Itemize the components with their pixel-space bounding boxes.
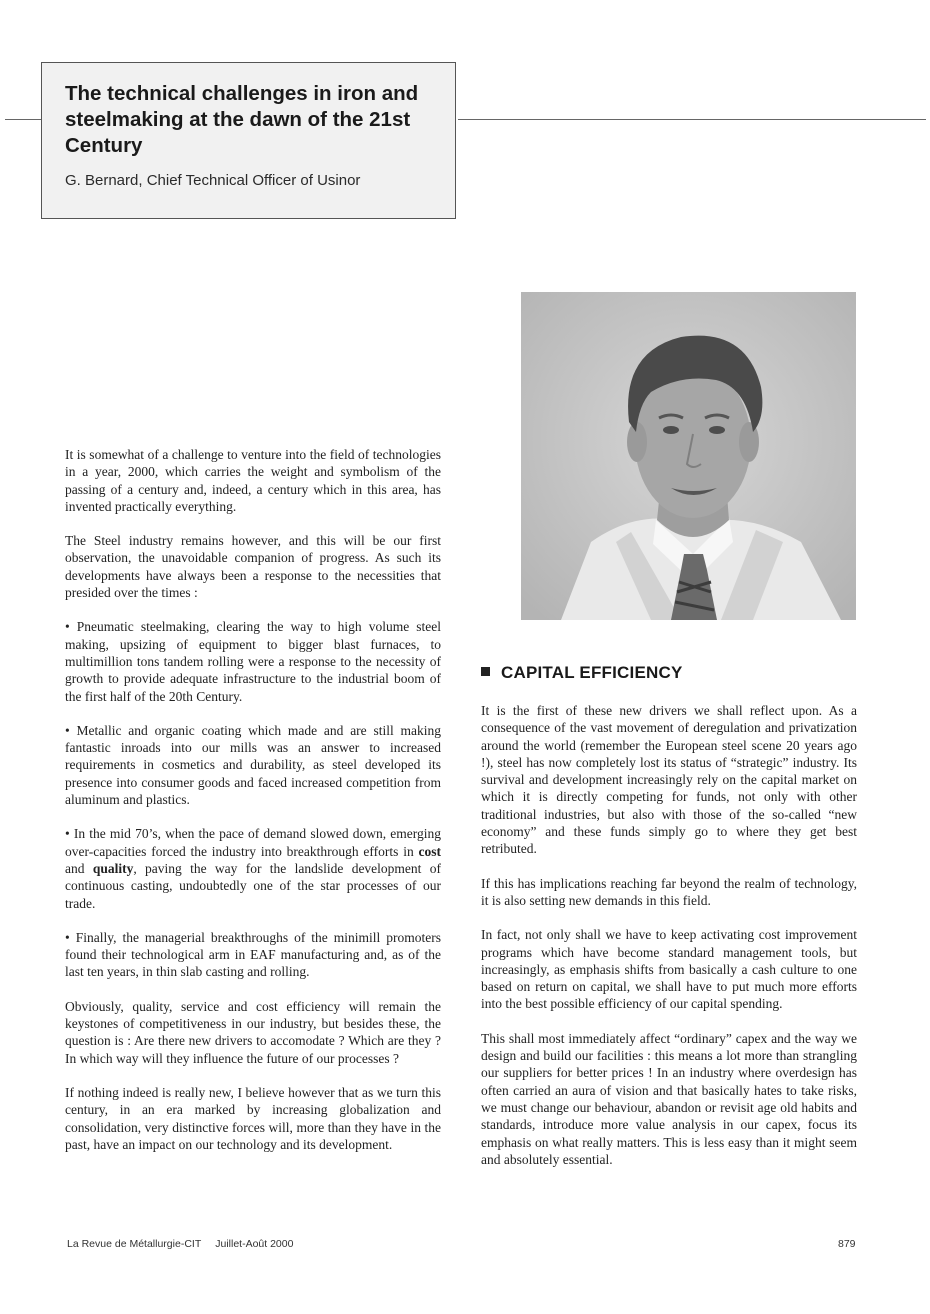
paragraph: Obviously, quality, service and cost efficiency will remain the keystones of competitiveness in our industry, but besides these, the question is : Are there new drivers to accomodate ? Which are they ? In which way will they influence the future of our processes ? [65, 998, 441, 1066]
paragraph: In fact, not only shall we have to keep activating cost improvement programs which have become standard management tools, but increasingly, as emphasis shifts from basically a cash culture to one based on return on capital, we shall have to put much more efforts into the best possible efficiency of our capital spending. [481, 927, 857, 1012]
left-column [65, 446, 441, 1170]
header-rule-left [5, 119, 43, 120]
bullet-paragraph: • Pneumatic steelmaking, clearing the way to high volume steel making, upsizing of equipment to bigger blast furnaces, to multimillion tons tandem rolling were a response to the necessity of growth to provide adequate infrastructure to the industrial boom of the first half of the 20th Century. [65, 619, 441, 704]
paragraph: If nothing indeed is really new, I believe however that as we turn this century, in an era marked by increasing globalization and consolidation, very distinctive forces will, more than they have in the past, have an impact on our technology and its development. [65, 1084, 441, 1152]
bullet-paragraph [65, 825, 441, 911]
section-heading-text: CAPITAL EFFICIENCY [501, 663, 683, 682]
text-run: , paving the way for the landslide development of continuous casting, undoubtedly one of the star processes of our trade. [65, 860, 441, 911]
bold-cost: cost [418, 843, 441, 859]
author-portrait [521, 292, 856, 620]
page-number: 879 [838, 1238, 856, 1250]
journal-name: La Revue de Métallurgie-CIT [67, 1238, 202, 1250]
bold-quality: quality [92, 860, 134, 876]
paragraph: If this has implications reaching far beyond the realm of technology, it is also setting new demands in this field. [481, 875, 857, 908]
header-rule-right [458, 119, 926, 120]
paragraph: This shall most immediately affect “ordinary” capex and the way we design and build our facilities : this means a lot more than strangling our suppliers for better prices ! In an industry where overdesign has often carried an aura of vision and that basically hates to take risks, we must change our behaviour, abandon or revisit age old habits and standards, introduce more value analysis in our capex, focus its emphasis on what really matters. This is less easy than it might seem and absolutely essential. [481, 1030, 857, 1167]
bullet-paragraph: • Metallic and organic coating which made and are still making fantastic inroads into our mills was an answer to increased requirements in cosmetics and durability, as steel developed its presence into consumer goods and faced increased competition from aluminum and plastics. [65, 722, 441, 808]
section-heading [481, 663, 682, 683]
square-bullet-icon [481, 667, 490, 676]
footer-journal [67, 1238, 293, 1250]
article-author: G. Bernard, Chief Technical Officer of Usinor [65, 172, 361, 189]
bullet-paragraph: • Finally, the managerial breakthroughs of the minimill promoters found their technological arm in EAF manufacturing and, as of the last ten years, in thin slab casting and rolling. [65, 929, 441, 980]
text-run: and [65, 860, 93, 876]
paragraph: The Steel industry remains however, and this will be our first observation, the unavoidable companion of progress. As such its developments have always been a response to the necessities that presided over the times : [65, 533, 441, 601]
paragraph: It is somewhat of a challenge to venture into the field of technologies in a year, 2000, which carries the weight and symbolism of the passing of a century and, indeed, a century which in this area, has invented practically everything. [65, 447, 441, 514]
title-box [41, 62, 456, 219]
author-portrait-image [521, 292, 856, 620]
journal-issue: Juillet-Août 2000 [215, 1238, 294, 1250]
article-title: The technical challenges in iron and steelmaking at the dawn of the 21st Century [65, 82, 419, 157]
paragraph: It is the first of these new drivers we shall reflect upon. As a consequence of the vast movement of deregulation and privatization around the world (remember the European steel scene 20 years ago !), steel has now completely lost its status of “strategic” industry. Its survival and development increasingly rely on the capital market on which it is directly competing for funds, not only with other traditional industries, but also with those of the so-called “new economy” and these funds simply go to where they get best retributed. [481, 703, 857, 857]
text-run: • In the mid 70’s, when the pace of demand slowed down, emerging over-capacities forced the industry into breakthrough efforts in [65, 826, 441, 859]
right-column [481, 702, 857, 1185]
